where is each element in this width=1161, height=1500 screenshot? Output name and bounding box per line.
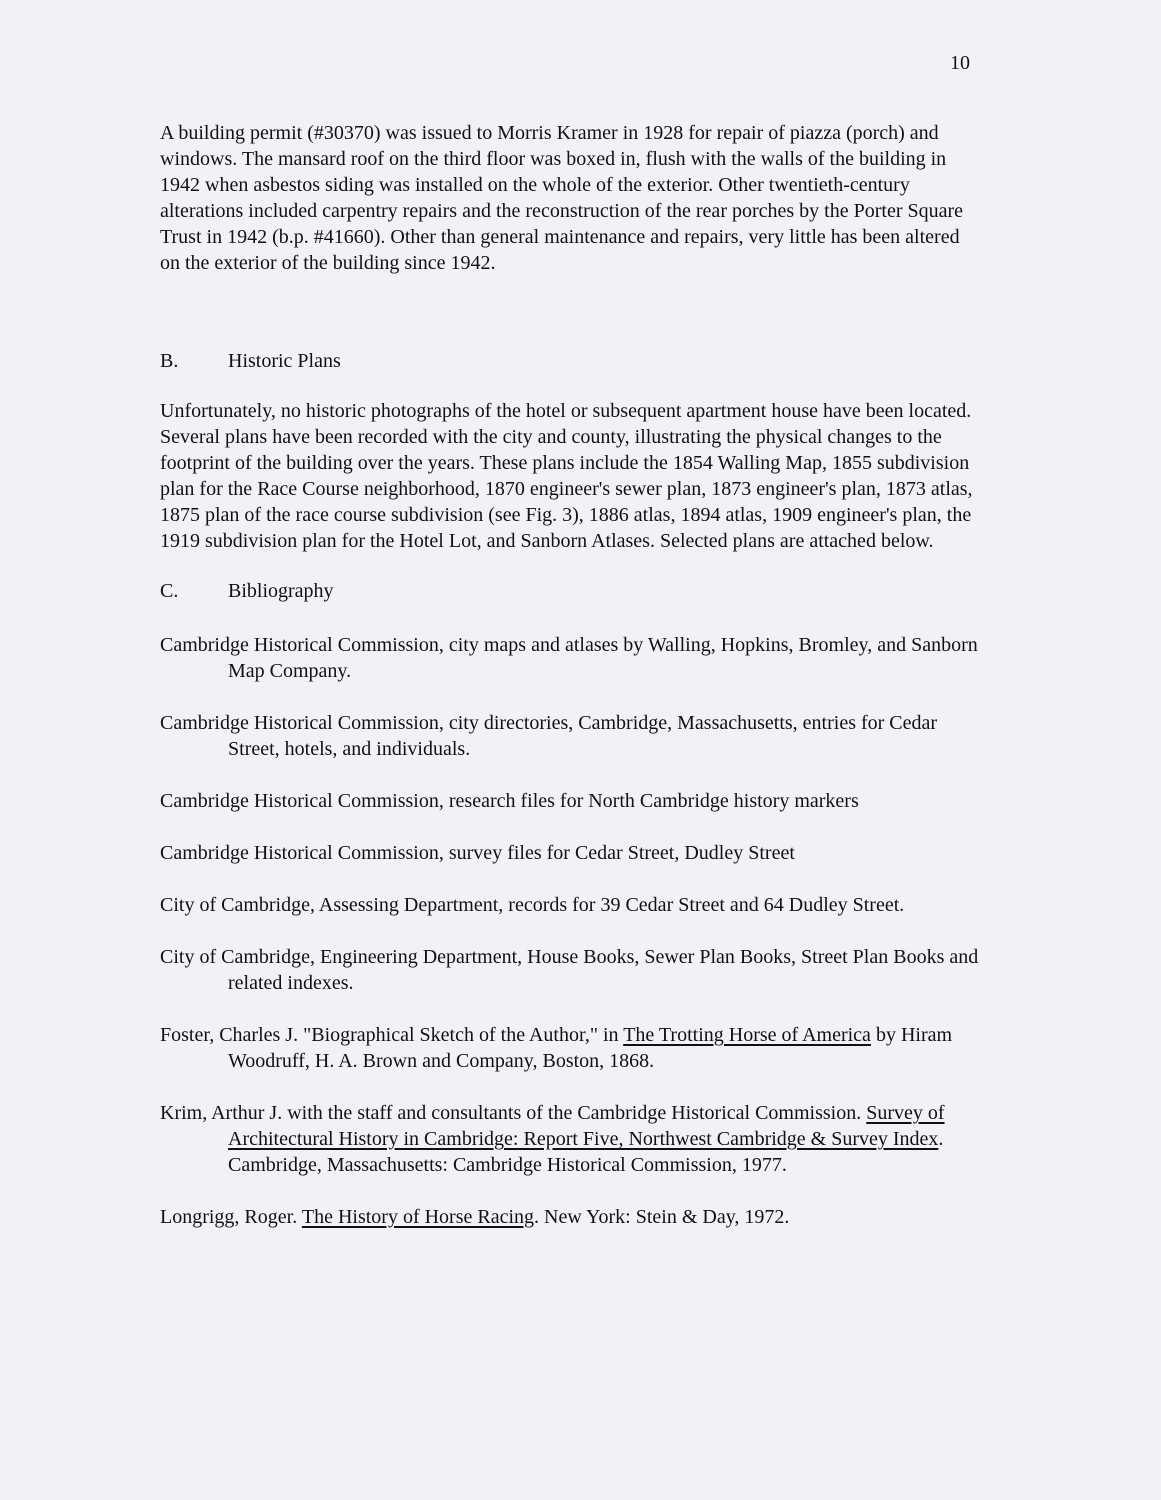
bibliography-entry — [160, 1022, 980, 1074]
citation-text: by Hiram Woodruff, H. A. Brown and Company, Boston, 1868. — [228, 1024, 953, 1072]
citation-title: The History of Horse Racing — [301, 1206, 535, 1228]
citation-text: Longrigg, Roger. — [160, 1206, 302, 1228]
bibliography-entry: City of Cambridge, Engineering Department, House Books, Sewer Plan Books, Street Plan Books and related indexes. — [160, 946, 979, 994]
citation-text: Foster, Charles J. "Biographical Sketch of the Author," in — [160, 1024, 624, 1046]
bibliography-entry: City of Cambridge, Assessing Department, records for 39 Cedar Street and 64 Dudley Street. — [160, 894, 905, 916]
section-heading-bibliography — [160, 578, 980, 604]
section-heading-historic-plans — [160, 348, 980, 374]
paragraph-building-permit: A building permit (#30370) was issued to Morris Kramer in 1928 for repair of piazza (porch) and windows. The mansard roof on the third floor was boxed in, flush with the walls of the building in 1942 when asbestos siding was installed on the whole of the exterior. Other twentieth-century alterations included carpentry repairs and the reconstruction of the rear porches by the Porter Square Trust in 1942 (b.p. #41660). Other than general maintenance and repairs, very little has been altered on the exterior of the building since 1942. — [160, 122, 964, 274]
citation-title: Survey of Architectural History in Cambridge: Report Five, Northwest Cambridge & Survey Index — [228, 1102, 945, 1150]
bibliography-entry: Cambridge Historical Commission, city directories, Cambridge, Massachusetts, entries for Cedar Street, hotels, and individuals. — [160, 712, 938, 760]
bibliography-entry: Cambridge Historical Commission, survey files for Cedar Street, Dudley Street — [160, 842, 795, 864]
page-number: 10 — [950, 52, 970, 74]
citation-text: . New York: Stein & Day, 1972. — [534, 1206, 790, 1228]
section-letter: C. — [160, 580, 179, 602]
document-body — [160, 120, 980, 1230]
bibliography-entry: Cambridge Historical Commission, research files for North Cambridge history markers — [160, 790, 859, 812]
paragraph-historic-plans: Unfortunately, no historic photographs of the hotel or subsequent apartment house have been located. Several plans have been recorded with the city and county, illustrating the physical changes to the footprint of the building over the years. These plans include the 1854 Walling Map, 1855 subdivision plan for the Race Course neighborhood, 1870 engineer's sewer plan, 1873 engineer's plan, 1873 atlas, 1875 plan of the race course subdivision (see Fig. 3), 1886 atlas, 1894 atlas, 1909 engineer's plan, the 1919 subdivision plan for the Hotel Lot, and Sanborn Atlases. Selected plans are attached below. — [160, 400, 973, 552]
section-title: Bibliography — [228, 580, 334, 602]
bibliography-entry — [160, 1100, 980, 1178]
bibliography-entry: Cambridge Historical Commission, city maps and atlases by Walling, Hopkins, Bromley, and Sanborn Map Company. — [160, 634, 978, 682]
section-letter: B. — [160, 350, 179, 372]
citation-title: The Trotting Horse of America — [623, 1024, 871, 1046]
bibliography-entry — [160, 1204, 980, 1230]
citation-text: . Cambridge, Massachusetts: Cambridge Historical Commission, 1977. — [228, 1128, 944, 1176]
citation-text: Krim, Arthur J. with the staff and consultants of the Cambridge Historical Commission. — [160, 1102, 867, 1124]
section-title: Historic Plans — [228, 350, 341, 372]
